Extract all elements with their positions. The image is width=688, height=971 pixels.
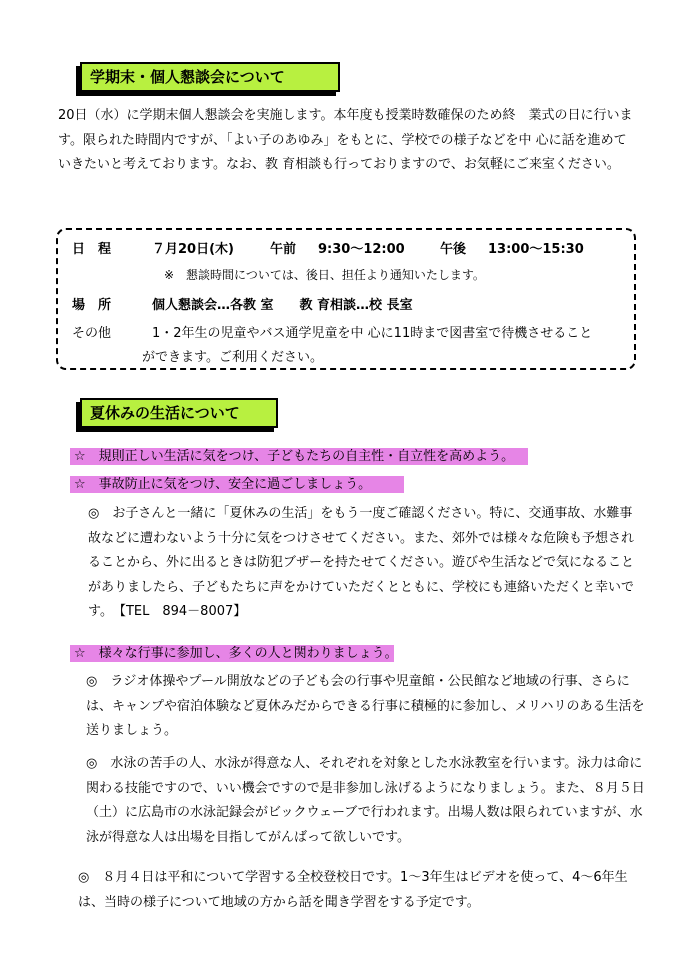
intro-paragraph: 20日（水）に学期末個人懇談会を実施します。本年度も授業時数確保のため終 業式の日に行います。限られた時間内ですが、「よい子のあゆみ」をもとに、学校での様子などを中 心に話を進めていきたいと考えております。なお、教 育相談も行っておりますので、お気軽にご来室ください。 <box>58 108 633 172</box>
other-value-2: ができます。ご利用ください。 <box>142 350 323 365</box>
section-heading-summer: 夏休みの生活について <box>80 398 278 428</box>
events-paragraph: ◎ ラジオ体操やプール開放などの子ども会の行事や児童館・公民館など地域の行事、さらには、キャンプや宿泊体験など夏休みだからできる行事に積極的に参加し、メリハリのある生活を送りましょう。 <box>86 674 645 738</box>
highlight-rule-2: ☆ 事故防止に気をつけ、安全に過ごしましょう。 <box>70 476 404 493</box>
am-label: 午前 <box>270 242 297 257</box>
other-value-1: 1・2年生の児童やバス通学児童を中 心に11時まで図書室で待機させること <box>152 326 593 341</box>
other-label: その他 <box>72 326 112 341</box>
place-label: 場 所 <box>72 298 112 313</box>
swimming-paragraph: ◎ 水泳の苦手の人、水泳が得意な人、それぞれを対象とした水泳教室を行います。泳力は命に関わる技能ですので、いい機会ですので是非参加し泳げるようになりましょう。また、８月５日（土）に広島市の水泳記録会がビックウェーブで行われます。出場人数は限られていますが、水泳が得意な人は出場を目指してがんばって欲しいです。 <box>86 756 645 845</box>
peace-day-paragraph: ◎ ８月４日は平和について学習する全校登校日です。1～3年生はビデオを使って、4～6年生は、当時の様子について地域の方から話を聞き学習をする予定です。 <box>78 870 628 910</box>
am-time: 9:30～12:00 <box>318 242 405 257</box>
highlight-rule-1: ☆ 規則正しい生活に気をつけ、子どもたちの自主性・自立性を高めよう。 <box>70 448 528 465</box>
place-value: 個人懇談会…各教 室 教 育相談…校 長室 <box>152 298 413 313</box>
date-value: ７月20日(木) <box>152 242 234 257</box>
section-heading-term-end: 学期末・個人懇談会について <box>80 62 340 92</box>
highlight-rule-3: ☆ 様々な行事に参加し、多くの人と関わりましょう。 <box>70 645 394 662</box>
pm-time: 13:00～15:30 <box>488 242 584 257</box>
schedule-note: ※ 懇談時間については、後日、担任より通知いたします。 <box>164 268 485 282</box>
schedule-box <box>56 228 636 370</box>
safety-paragraph: ◎ お子さんと一緒に「夏休みの生活」をもう一度ご確認ください。特に、交通事故、水難事故などに遭わないよう十分に気をつけさせてください。また、郊外では様々な危険も予想されることから、外に出るときは防犯ブザーを持たせてください。遊びや生活などで気になることがありましたら、子どもたちに声をかけていただくとともに、学校にも連絡いただくと幸いです。 【TEL 894－8007】 <box>88 506 635 619</box>
pm-label: 午後 <box>440 242 467 257</box>
date-label: 日 程 <box>72 242 112 257</box>
